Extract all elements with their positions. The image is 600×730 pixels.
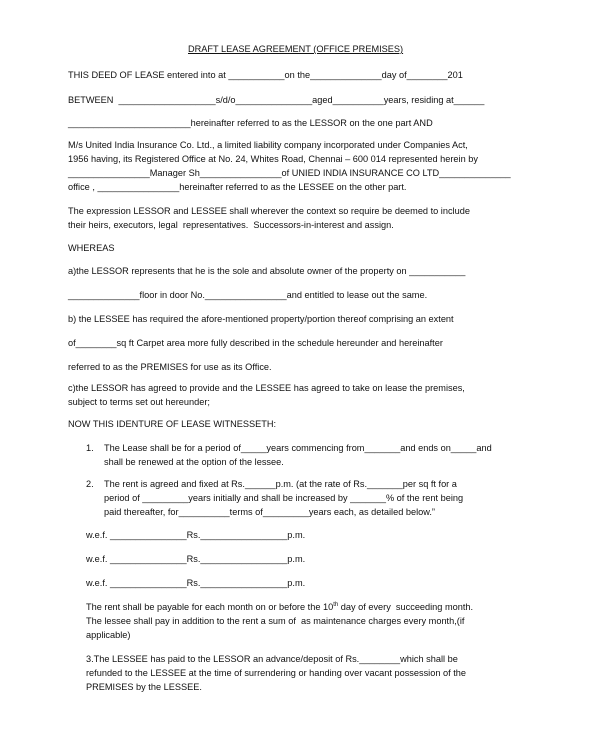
item-2-line-1: The rent is agreed and fixed at Rs.______p.m. (at the rate of Rs._______per sq ft for a: [104, 479, 457, 489]
item-2-line-2: period of _________years initially and shall be increased by _______% of the rent being: [104, 493, 464, 503]
item-2-number: 2.: [86, 479, 94, 489]
clause-a-line-1: a)the LESSOR represents that he is the sole and absolute owner of the property on ___________: [68, 266, 466, 276]
item-2-line-3: paid thereafter, for__________terms of_________years each, as detailed below.”: [104, 507, 435, 517]
item-3-line-1: 3.The LESSEE has paid to the LESSOR an advance/deposit of Rs.________which shall be: [86, 654, 458, 664]
document-title: DRAFT LEASE AGREEMENT (OFFICE PREMISES): [188, 44, 404, 54]
item-1-number: 1.: [86, 443, 94, 453]
rent-payable-line: [86, 601, 473, 615]
lessor-line: ________________________hereinafter referred to as the LESSOR on the one part AND: [68, 118, 433, 128]
clause-b-line-1: b) the LESSEE has required the afore-mentioned property/portion thereof comprising an extent: [68, 314, 454, 324]
item-1-line-1: The Lease shall be for a period of_____years commencing from_______and ends on_____and: [104, 443, 492, 453]
item-1-line-2: shall be renewed at the option of the lessee.: [104, 457, 284, 467]
clause-a-line-2: ______________floor in door No.________________and entitled to lease out the same.: [68, 290, 428, 300]
schedule-row-1: w.e.f. _______________Rs._________________p.m.: [86, 530, 306, 540]
clause-c-line-2: subject to terms set out hereunder;: [68, 397, 210, 407]
rent-payable-text-end: day of every succeeding month.: [338, 602, 474, 612]
rent-payable-superscript: th: [333, 601, 339, 608]
between-line: BETWEEN ___________________s/d/o_______________aged__________years, residing at______: [68, 95, 485, 105]
lessee-line-1: M/s United India Insurance Co. Ltd., a limited liability company incorporated under Companies Act,: [68, 140, 468, 150]
lessee-line-4: office , ________________hereinafter referred to as the LESSEE on the other part.: [68, 182, 407, 192]
maintenance-line-1: The lessee shall pay in addition to the rent a sum of as maintenance charges every month,(if: [86, 616, 465, 626]
schedule-row-2: w.e.f. _______________Rs._________________p.m.: [86, 554, 306, 564]
intro-line: THIS DEED OF LEASE entered into at ___________on the______________day of________201: [68, 70, 463, 80]
witnesseth-heading: NOW THIS IDENTURE OF LEASE WITNESSETH:: [68, 419, 277, 429]
schedule-row-3: w.e.f. _______________Rs._________________p.m.: [86, 578, 306, 588]
clause-b-line-3: referred to as the PREMISES for use as its Office.: [68, 362, 272, 372]
item-3-line-3: PREMISES by the LESSEE.: [86, 682, 202, 692]
rent-payable-text: The rent shall be payable for each month on or before the 10: [86, 602, 334, 612]
whereas-heading: WHEREAS: [68, 243, 115, 253]
clause-b-line-2: of________sq ft Carpet area more fully described in the schedule hereunder and hereinafter: [68, 338, 443, 348]
lessee-line-3: ________________Manager Sh________________of UNIED INDIA INSURANCE CO LTD______________: [68, 168, 511, 178]
clause-c-line-1: c)the LESSOR has agreed to provide and the LESSEE has agreed to take on lease the premises,: [68, 383, 465, 393]
lessee-line-2: 1956 having, its Registered Office at No. 24, Whites Road, Chennai – 600 014 represented herein by: [68, 154, 478, 164]
expression-line-1: The expression LESSOR and LESSEE shall wherever the context so require be deemed to include: [68, 206, 470, 216]
item-3-line-2: refunded to the LESSEE at the time of surrendering or handing over vacant possession of the: [86, 668, 466, 678]
maintenance-line-2: applicable): [86, 630, 131, 640]
expression-line-2: their heirs, executors, legal representatives. Successors-in-interest and assign.: [68, 220, 394, 230]
